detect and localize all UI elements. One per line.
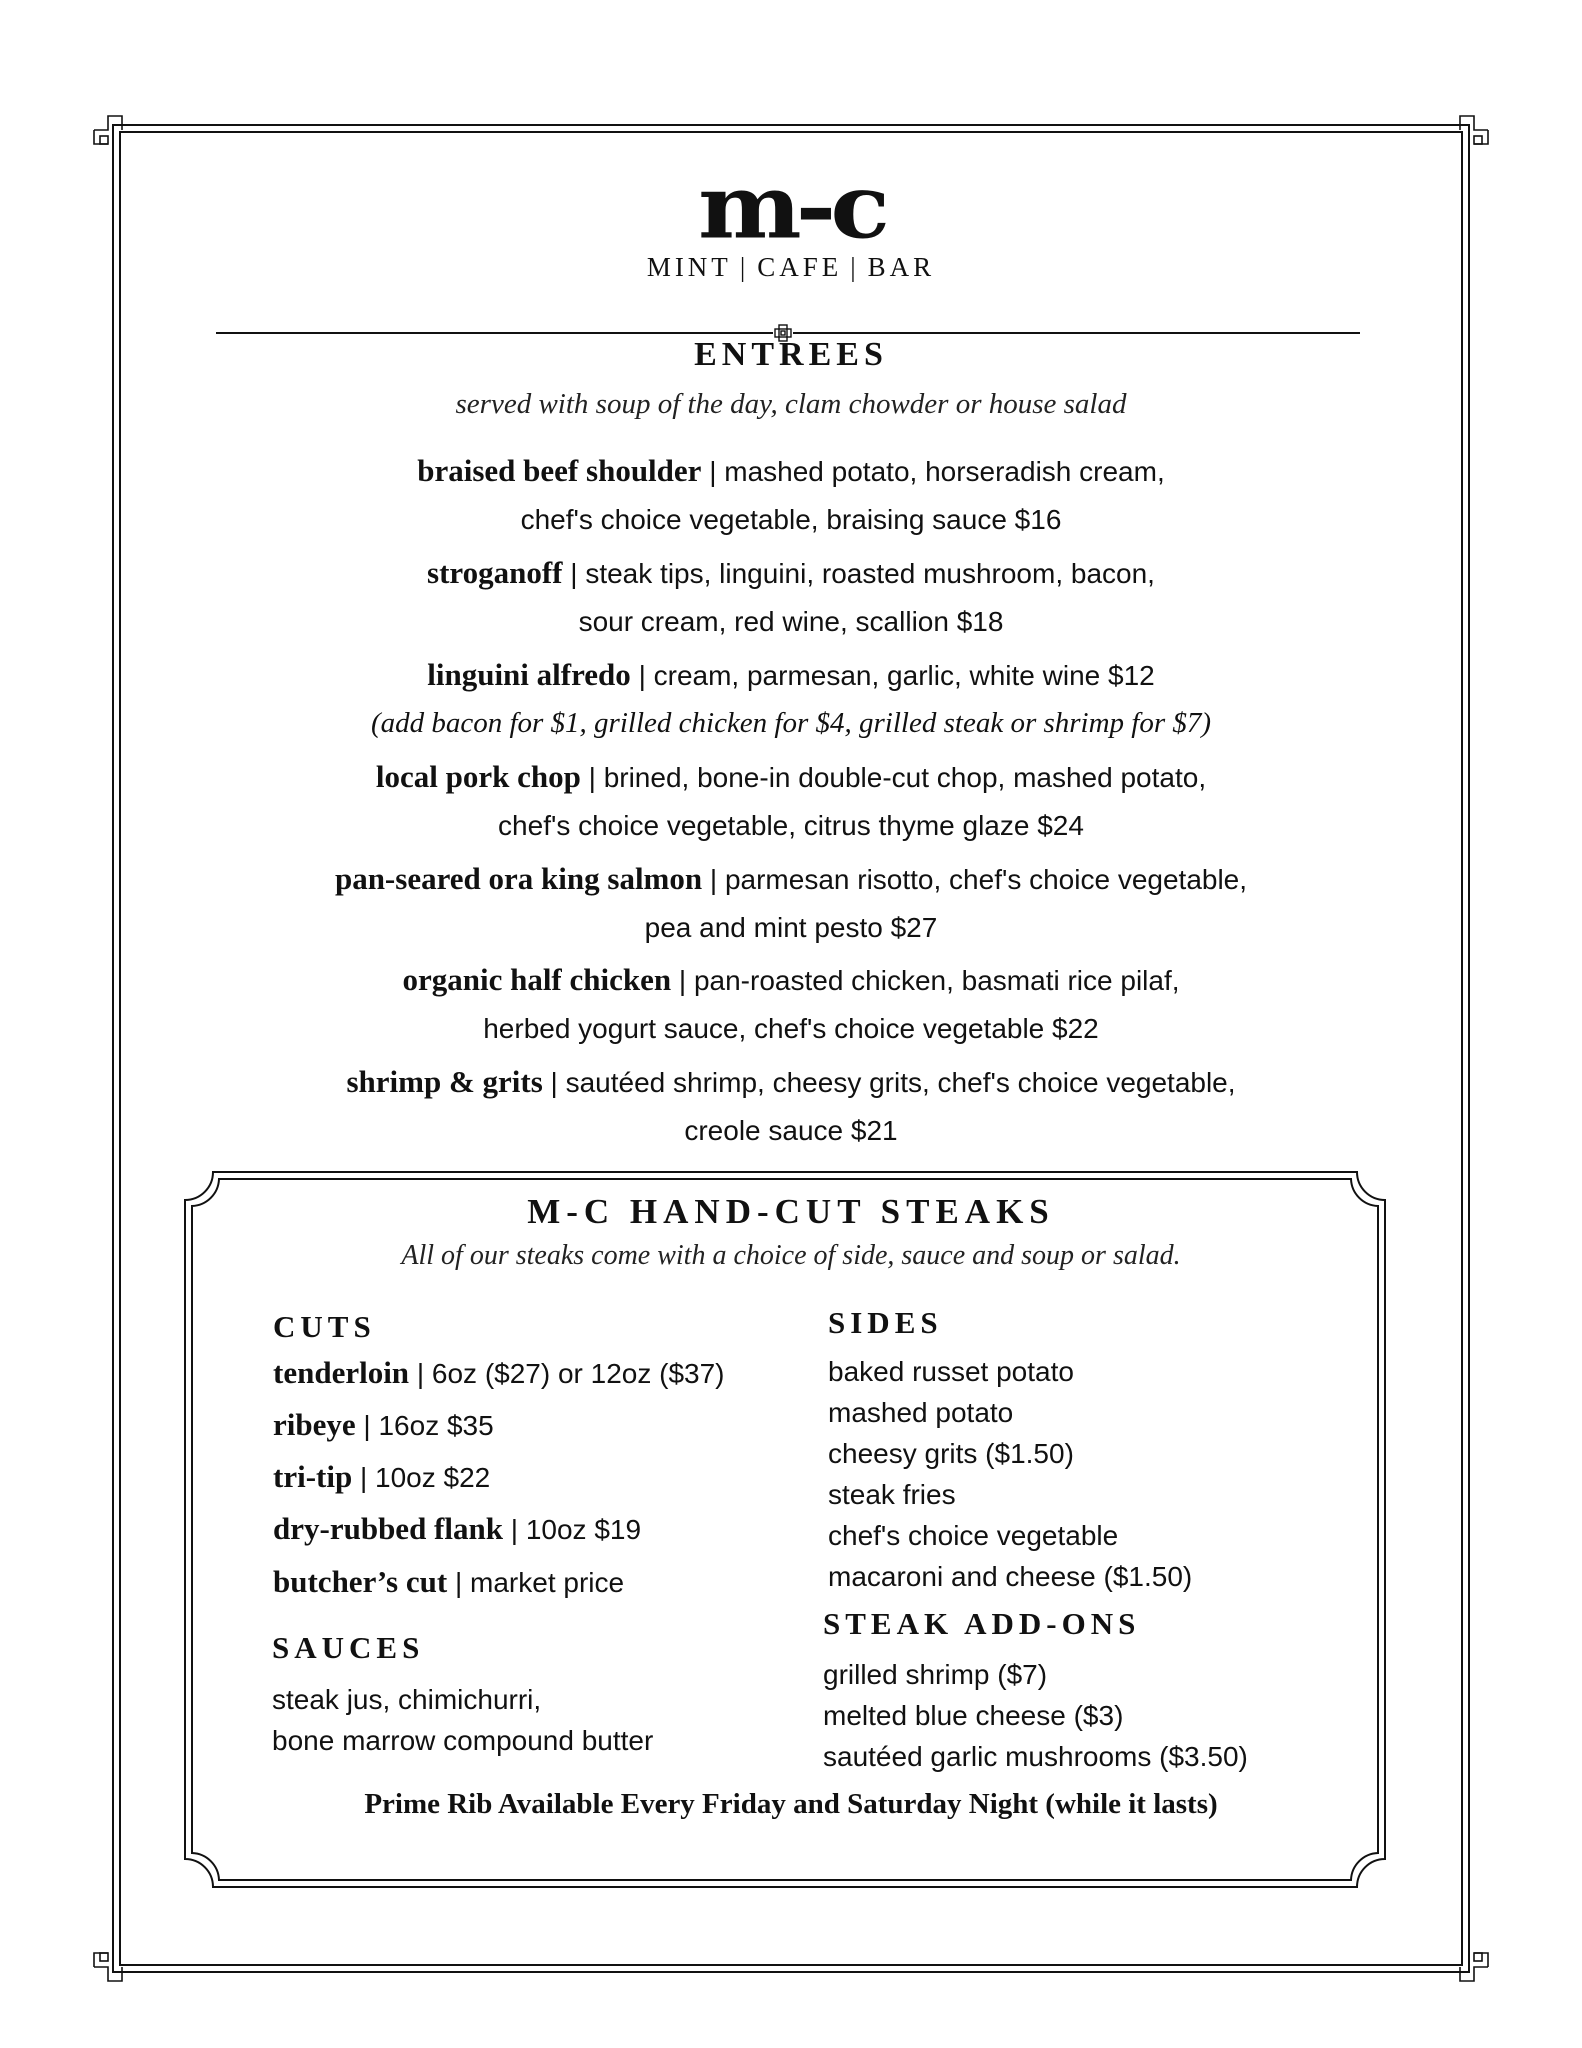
cut-desc: | 10oz $22: [352, 1462, 491, 1493]
entree-name: local pork chop: [375, 759, 581, 794]
side-item: baked russet potato: [828, 1356, 1074, 1387]
cut-desc: | 16oz $35: [355, 1410, 494, 1441]
prime-rib-note: Prime Rib Available Every Friday and Saturday Night (while it lasts): [364, 1788, 1218, 1820]
entree-desc: chef's choice vegetable, citrus thyme glaze $24: [498, 810, 1084, 841]
entree-item: [200, 753, 1382, 849]
entree-desc: sour cream, red wine, scallion $18: [578, 606, 1004, 637]
entree-item: [200, 447, 1382, 543]
entree-desc: | brined, bone-in double-cut chop, mashed potato,: [580, 762, 1207, 793]
entree-desc: creole sauce $21: [684, 1115, 898, 1146]
cut-item: [273, 1407, 494, 1443]
addon-item: melted blue cheese ($3): [823, 1700, 1124, 1731]
entree-desc: | sautéed shrimp, cheesy grits, chef's choice vegetable,: [542, 1067, 1236, 1098]
entree-desc: | steak tips, linguini, roasted mushroom, bacon,: [562, 558, 1155, 589]
logo-separator: |: [739, 252, 750, 282]
cut-desc: | market price: [447, 1567, 625, 1598]
entree-desc: chef's choice vegetable, braising sauce $16: [520, 504, 1062, 535]
entree-item: [200, 855, 1382, 951]
cut-name: tenderloin: [273, 1355, 410, 1390]
entree-item: [200, 1058, 1382, 1154]
addon-item: grilled shrimp ($7): [823, 1659, 1048, 1690]
entrees-title: ENTREES: [694, 336, 888, 373]
entree-item: [200, 549, 1382, 645]
entree-desc: | cream, parmesan, garlic, white wine $12: [630, 660, 1155, 691]
cut-desc: | 6oz ($27) or 12oz ($37): [409, 1358, 725, 1389]
entree-name: pan-seared ora king salmon: [334, 861, 703, 896]
entree-addon-note: (add bacon for $1, grilled chicken for $4, grilled steak or shrimp for $7): [370, 707, 1212, 739]
logo-mark: m-c: [697, 155, 885, 260]
cut-item: [273, 1355, 725, 1391]
sauce-item: bone marrow compound butter: [272, 1725, 654, 1756]
entree-desc: | parmesan risotto, chef's choice vegetable,: [702, 864, 1248, 895]
steaks-title: M-C HAND-CUT STEAKS: [527, 1192, 1055, 1231]
entree-desc: | mashed potato, horseradish cream,: [701, 456, 1165, 487]
entrees-note: served with soup of the day, clam chowder or house salad: [455, 388, 1127, 420]
cut-item: [273, 1564, 624, 1600]
entree-name: braised beef shoulder: [417, 453, 702, 488]
side-item: mashed potato: [828, 1397, 1014, 1428]
logo-word-mint: MINT: [646, 252, 732, 282]
cut-name: tri-tip: [273, 1459, 353, 1494]
entree-name: linguini alfredo: [427, 657, 631, 692]
side-item: macaroni and cheese ($1.50): [828, 1561, 1193, 1592]
sauces-list: [272, 1679, 653, 1761]
cut-desc: | 10oz $19: [502, 1514, 642, 1545]
steaks-note: All of our steaks come with a choice of side, sauce and soup or salad.: [401, 1240, 1181, 1271]
logo-subtitle: [0, 252, 1582, 283]
sides-list: [828, 1351, 1192, 1597]
cut-item: [273, 1511, 641, 1547]
addon-item: sautéed garlic mushrooms ($3.50): [823, 1741, 1248, 1772]
entree-desc: herbed yogurt sauce, chef's choice vegetable $22: [483, 1013, 1099, 1044]
entree-name: organic half chicken: [402, 962, 672, 997]
sides-heading: SIDES: [828, 1305, 943, 1340]
entree-item: [200, 651, 1382, 747]
cut-item: [273, 1459, 490, 1495]
entree-desc: | pan-roasted chicken, basmati rice pilaf,: [671, 965, 1180, 996]
addons-heading: STEAK ADD-ONS: [823, 1606, 1141, 1641]
logo-word-bar: BAR: [867, 252, 936, 282]
logo-separator: |: [850, 252, 860, 282]
sauce-item: steak jus, chimichurri,: [272, 1684, 542, 1715]
logo-word-cafe: CAFE: [757, 252, 843, 282]
cut-name: butcher’s cut: [273, 1564, 448, 1599]
cuts-heading: CUTS: [273, 1309, 376, 1344]
entree-name: shrimp & grits: [346, 1064, 543, 1099]
entree-desc: pea and mint pesto $27: [644, 912, 938, 943]
side-item: cheesy grits ($1.50): [828, 1438, 1074, 1469]
side-item: steak fries: [828, 1479, 956, 1510]
cut-name: ribeye: [273, 1407, 356, 1442]
side-item: chef's choice vegetable: [828, 1520, 1119, 1551]
cut-name: dry-rubbed flank: [273, 1511, 503, 1546]
sauces-heading: SAUCES: [272, 1630, 425, 1665]
addons-list: [823, 1654, 1248, 1777]
entree-name: stroganoff: [427, 555, 563, 590]
entree-item: [200, 956, 1382, 1052]
